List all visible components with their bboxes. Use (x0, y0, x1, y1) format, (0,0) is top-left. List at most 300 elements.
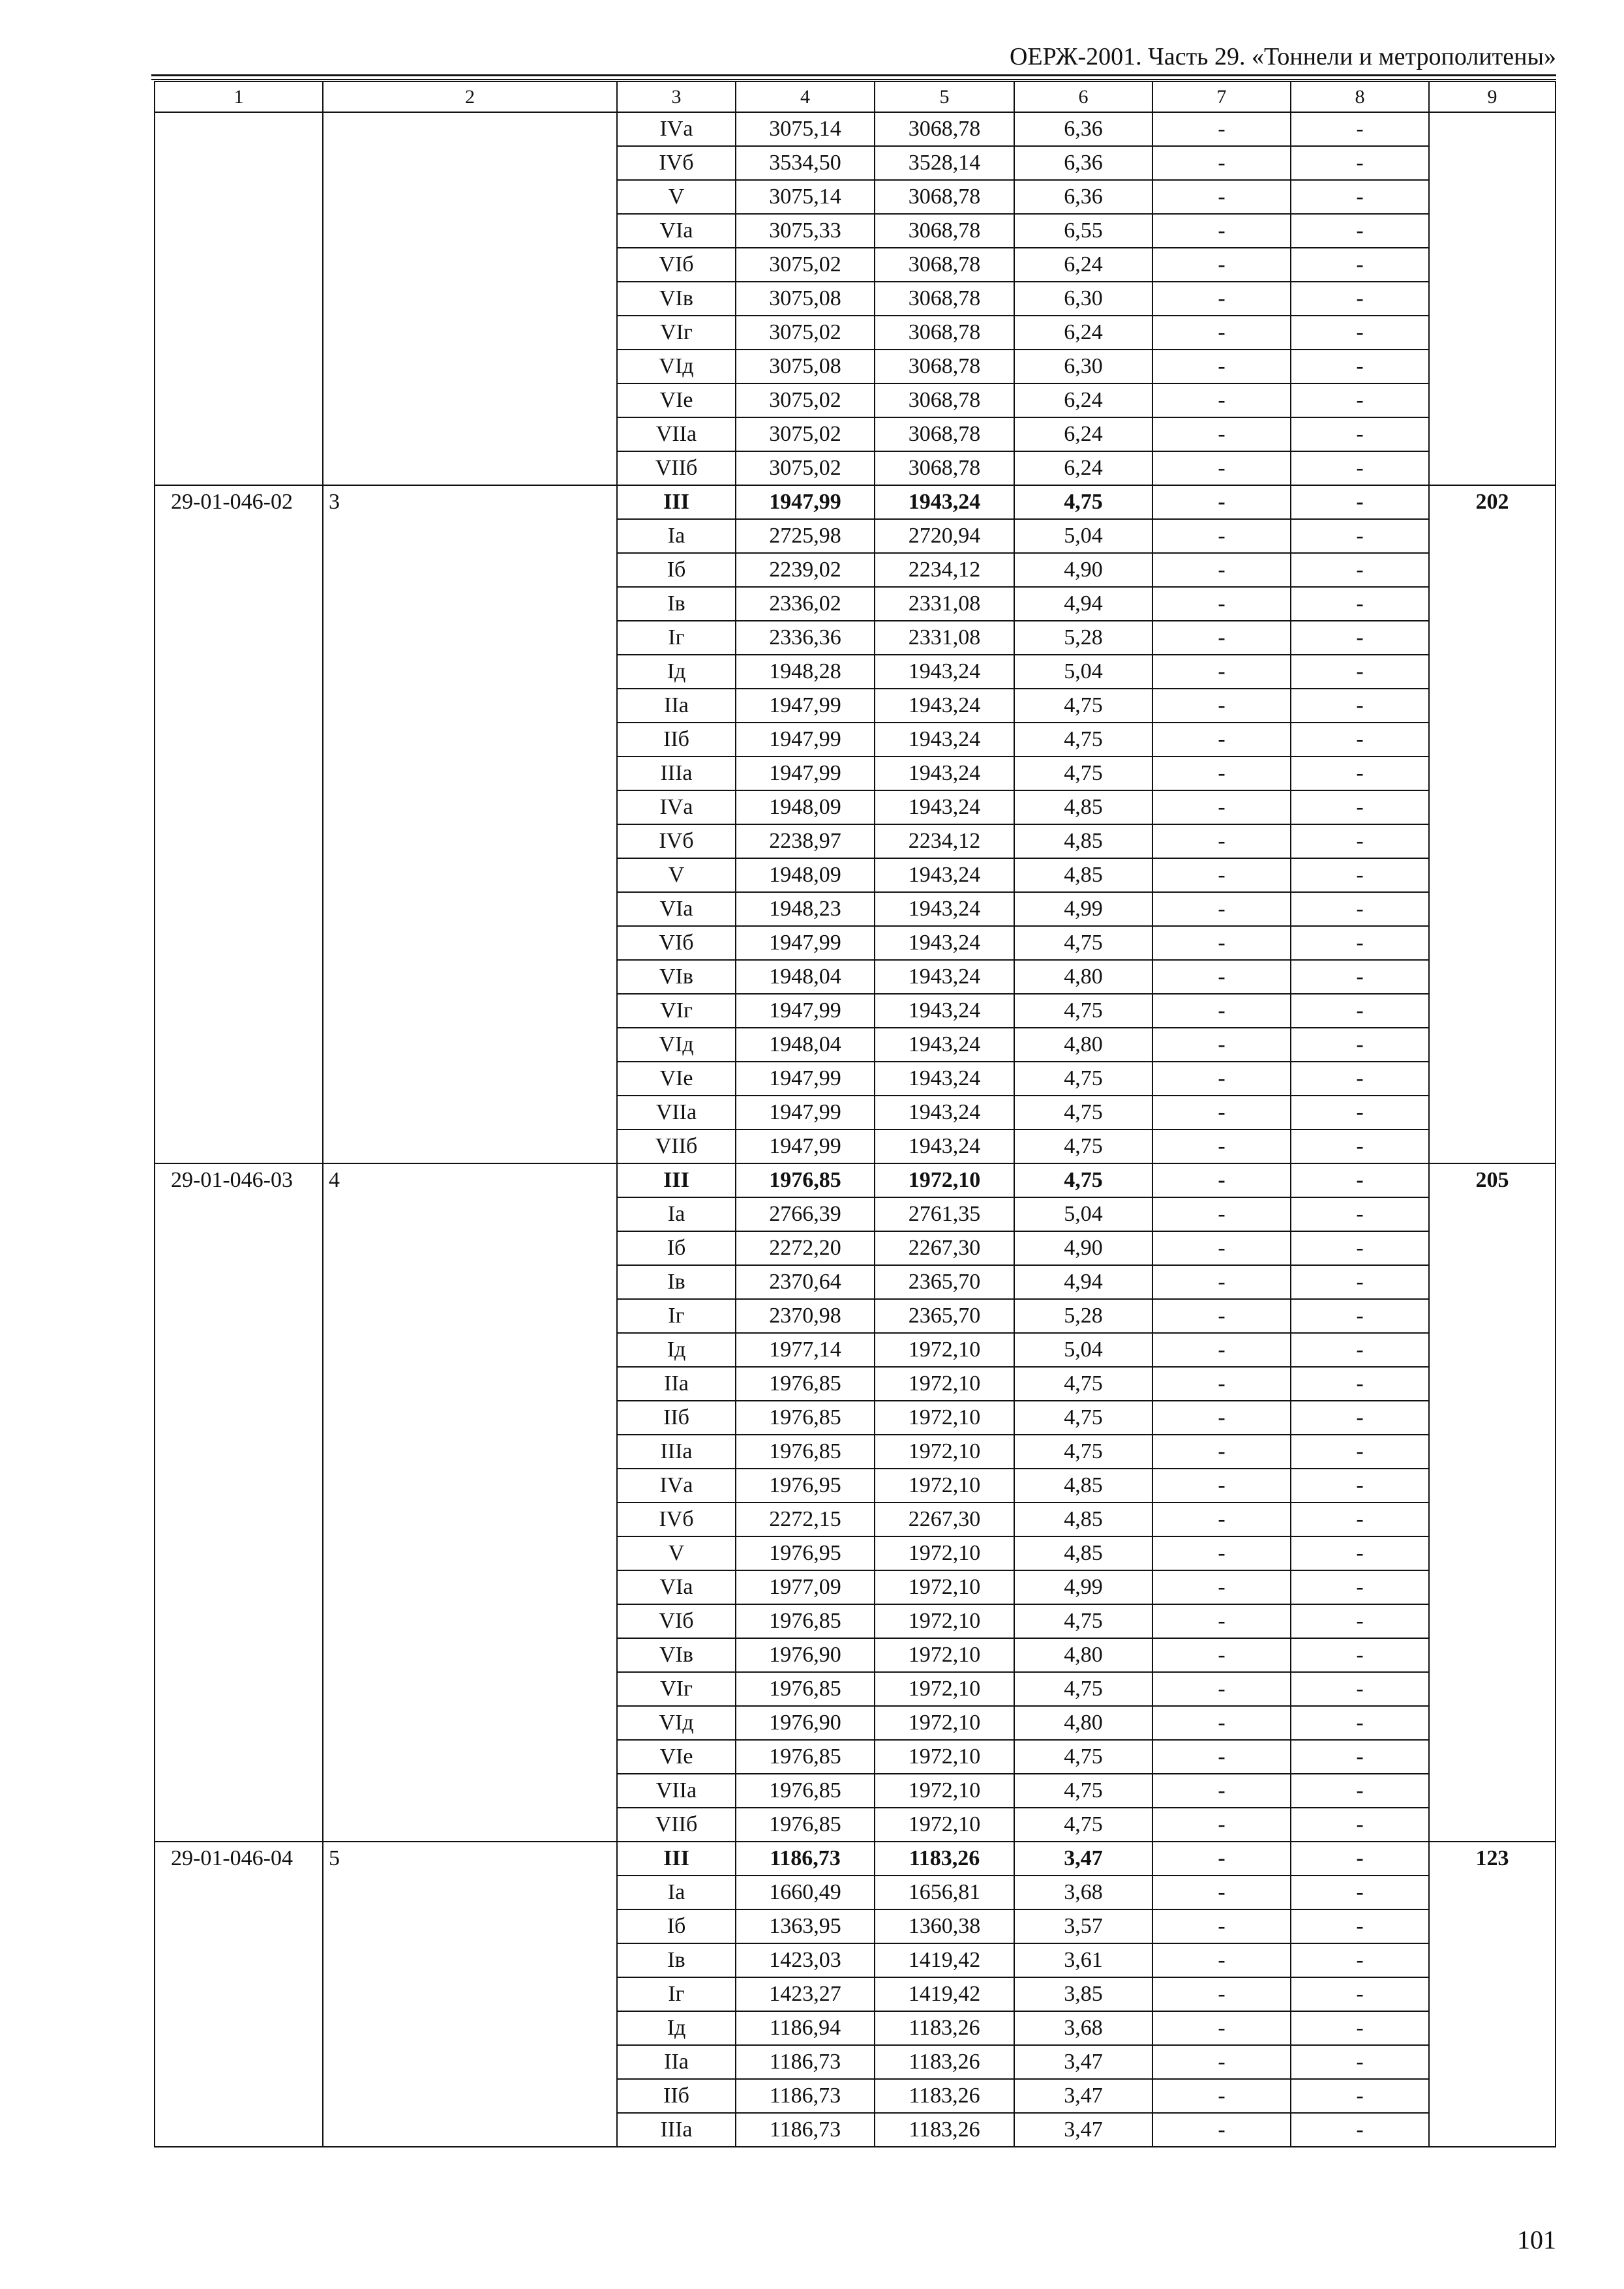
table-cell: 6,36 (1014, 112, 1152, 146)
table-cell: - (1291, 112, 1429, 146)
table-cell: - (1291, 485, 1429, 519)
table-cell: 1947,99 (736, 723, 875, 756)
table-cell: 3068,78 (875, 451, 1014, 485)
column-9-value-cell: 205 (1429, 1163, 1556, 1842)
table-cell: - (1152, 2011, 1291, 2045)
table-cell: 1947,99 (736, 926, 875, 960)
table-cell: VIг (617, 316, 736, 350)
table-cell: 2336,36 (736, 621, 875, 655)
table-cell: - (1152, 316, 1291, 350)
table-cell: - (1152, 1774, 1291, 1808)
table-cell: Iв (617, 1265, 736, 1299)
table-cell: 3075,08 (736, 350, 875, 383)
table-cell: - (1291, 1028, 1429, 1062)
table-cell: VIIа (617, 1096, 736, 1130)
table-cell: - (1152, 892, 1291, 926)
rate-number-cell: 5 (323, 1842, 617, 2147)
table-cell: - (1291, 587, 1429, 621)
table-cell: - (1152, 485, 1291, 519)
table-cell: - (1291, 1977, 1429, 2011)
table-cell: 4,75 (1014, 1672, 1152, 1706)
table-cell: IVа (617, 112, 736, 146)
table-cell: VIг (617, 994, 736, 1028)
rate-number-cell: 3 (323, 485, 617, 1163)
table-cell: - (1291, 146, 1429, 180)
table-cell: - (1291, 2045, 1429, 2079)
table-cell: Iв (617, 1943, 736, 1977)
table-cell: - (1152, 1265, 1291, 1299)
table-cell: IIа (617, 2045, 736, 2079)
table-cell: 4,75 (1014, 926, 1152, 960)
table-cell: 4,75 (1014, 1401, 1152, 1435)
table-cell: VIд (617, 350, 736, 383)
table-cell: - (1152, 1096, 1291, 1130)
table-cell: 1948,04 (736, 1028, 875, 1062)
rates-table-body (155, 82, 1556, 2147)
table-cell: - (1152, 926, 1291, 960)
table-cell: VIд (617, 1028, 736, 1062)
table-cell: 2725,98 (736, 519, 875, 553)
table-cell: 1183,26 (875, 2079, 1014, 2113)
table-cell: 5,04 (1014, 655, 1152, 689)
table-cell: 3,47 (1014, 2113, 1152, 2147)
table-cell: 1419,42 (875, 1943, 1014, 1977)
table-cell: 4,75 (1014, 723, 1152, 756)
column-number: 5 (875, 82, 1014, 112)
table-cell: 4,75 (1014, 1774, 1152, 1808)
table-cell: 1948,28 (736, 655, 875, 689)
table-cell: 4,90 (1014, 1231, 1152, 1265)
table-cell: 1360,38 (875, 1909, 1014, 1943)
table-cell: - (1291, 316, 1429, 350)
table-row (155, 112, 1556, 146)
table-cell: - (1152, 1469, 1291, 1503)
table-cell: - (1291, 1570, 1429, 1604)
table-cell: - (1291, 1808, 1429, 1842)
table-cell: 2267,30 (875, 1503, 1014, 1536)
table-cell: 1972,10 (875, 1808, 1014, 1842)
table-cell: 6,24 (1014, 383, 1152, 417)
table-cell: - (1152, 1333, 1291, 1367)
table-cell: - (1291, 1503, 1429, 1536)
table-cell: - (1152, 1197, 1291, 1231)
table-cell: 3068,78 (875, 316, 1014, 350)
table-cell: 3,68 (1014, 1876, 1152, 1909)
table-cell: 1976,85 (736, 1163, 875, 1197)
table-cell: Iд (617, 1333, 736, 1367)
table-cell: - (1152, 282, 1291, 316)
table-cell: - (1291, 1740, 1429, 1774)
table-cell: - (1291, 1672, 1429, 1706)
table-cell: 2365,70 (875, 1265, 1014, 1299)
table-cell: 3,61 (1014, 1943, 1152, 1977)
table-cell: - (1152, 180, 1291, 214)
table-cell: VIб (617, 926, 736, 960)
table-cell: 3,47 (1014, 2079, 1152, 2113)
table-cell: - (1152, 553, 1291, 587)
table-cell: 6,24 (1014, 316, 1152, 350)
table-cell: - (1152, 1401, 1291, 1435)
table-cell: 2761,35 (875, 1197, 1014, 1231)
table-cell: - (1291, 1299, 1429, 1333)
table-cell: 1943,24 (875, 655, 1014, 689)
table-cell: Iд (617, 2011, 736, 2045)
table-cell: 1363,95 (736, 1909, 875, 1943)
table-cell: 1976,85 (736, 1774, 875, 1808)
table-cell: Iб (617, 1909, 736, 1943)
table-cell: 2239,02 (736, 553, 875, 587)
table-cell: - (1152, 1163, 1291, 1197)
page-number: 101 (1517, 2225, 1556, 2254)
table-cell: 1943,24 (875, 1028, 1014, 1062)
table-cell: 2267,30 (875, 1231, 1014, 1265)
table-cell: - (1291, 892, 1429, 926)
table-cell: 2272,15 (736, 1503, 875, 1536)
table-cell: 1943,24 (875, 892, 1014, 926)
table-cell: - (1291, 1774, 1429, 1808)
table-cell: - (1291, 1842, 1429, 1876)
table-cell: 3,85 (1014, 1977, 1152, 2011)
table-cell: 3534,50 (736, 146, 875, 180)
table-cell: 2370,98 (736, 1299, 875, 1333)
table-cell: - (1291, 383, 1429, 417)
table-cell: 1972,10 (875, 1740, 1014, 1774)
table-cell: 4,75 (1014, 994, 1152, 1028)
table-cell: 3068,78 (875, 383, 1014, 417)
table-cell: VIа (617, 214, 736, 248)
header-rule-thin (151, 79, 1556, 80)
table-cell: - (1291, 2113, 1429, 2147)
table-cell: VIа (617, 1570, 736, 1604)
table-cell: 1660,49 (736, 1876, 875, 1909)
table-cell: 1972,10 (875, 1367, 1014, 1401)
table-cell: 1943,24 (875, 485, 1014, 519)
table-cell: 3068,78 (875, 282, 1014, 316)
table-cell: - (1152, 756, 1291, 790)
table-cell: Iа (617, 1876, 736, 1909)
column-number-row (155, 82, 1556, 112)
table-row (155, 1842, 1556, 1876)
table-cell: 4,94 (1014, 1265, 1152, 1299)
table-cell: 1976,95 (736, 1469, 875, 1503)
table-cell: V (617, 858, 736, 892)
table-cell: 6,36 (1014, 180, 1152, 214)
table-cell: 1977,09 (736, 1570, 875, 1604)
table-cell: 1972,10 (875, 1401, 1014, 1435)
table-cell: 4,80 (1014, 960, 1152, 994)
table-cell: 4,75 (1014, 1367, 1152, 1401)
table-cell: 1183,26 (875, 2011, 1014, 2045)
table-cell: 1972,10 (875, 1163, 1014, 1197)
table-cell: 1976,85 (736, 1401, 875, 1435)
table-cell: 5,28 (1014, 1299, 1152, 1333)
table-cell: 1183,26 (875, 2045, 1014, 2079)
table-cell: IVб (617, 146, 736, 180)
table-cell: - (1152, 383, 1291, 417)
table-cell: Iд (617, 655, 736, 689)
table-cell: VIв (617, 1638, 736, 1672)
table-cell: 1943,24 (875, 1062, 1014, 1096)
table-cell: - (1152, 112, 1291, 146)
table-cell: - (1291, 960, 1429, 994)
table-cell: 2331,08 (875, 587, 1014, 621)
table-cell: 4,75 (1014, 1163, 1152, 1197)
table-cell: - (1291, 1401, 1429, 1435)
table-cell: 1943,24 (875, 756, 1014, 790)
table-cell: Iб (617, 1231, 736, 1265)
table-cell: - (1291, 1706, 1429, 1740)
table-cell: - (1291, 282, 1429, 316)
table-cell: - (1291, 689, 1429, 723)
table-cell: VIб (617, 248, 736, 282)
table-cell: Iа (617, 519, 736, 553)
table-cell: 4,75 (1014, 756, 1152, 790)
table-cell: 3,47 (1014, 1842, 1152, 1876)
table-cell: IIIа (617, 756, 736, 790)
table-cell: 3,68 (1014, 2011, 1152, 2045)
table-cell: - (1152, 1536, 1291, 1570)
column-number: 6 (1014, 82, 1152, 112)
table-cell: 1183,26 (875, 1842, 1014, 1876)
table-cell: - (1152, 2113, 1291, 2147)
table-cell: 1947,99 (736, 485, 875, 519)
table-cell: 6,30 (1014, 350, 1152, 383)
table-cell: 4,75 (1014, 1062, 1152, 1096)
table-cell: - (1291, 2079, 1429, 2113)
table-cell: VIе (617, 1740, 736, 1774)
table-cell: 4,75 (1014, 1096, 1152, 1130)
table-cell: - (1152, 858, 1291, 892)
table-cell: 5,28 (1014, 621, 1152, 655)
table-cell: VIе (617, 383, 736, 417)
table-cell: 1972,10 (875, 1570, 1014, 1604)
table-cell: 3068,78 (875, 180, 1014, 214)
table-cell: 1943,24 (875, 994, 1014, 1028)
table-cell: 6,24 (1014, 248, 1152, 282)
table-cell: - (1152, 214, 1291, 248)
table-cell: V (617, 180, 736, 214)
table-cell: 1972,10 (875, 1638, 1014, 1672)
table-cell: - (1291, 1062, 1429, 1096)
table-cell: VIIб (617, 1130, 736, 1163)
table-cell: 1943,24 (875, 1130, 1014, 1163)
table-cell: - (1291, 1197, 1429, 1231)
table-cell: - (1291, 1435, 1429, 1469)
table-cell: - (1291, 180, 1429, 214)
table-cell: IIа (617, 689, 736, 723)
table-cell: - (1152, 655, 1291, 689)
table-cell: VIв (617, 960, 736, 994)
table-cell: - (1152, 451, 1291, 485)
table-cell: - (1152, 1435, 1291, 1469)
table-cell: - (1152, 417, 1291, 451)
table-cell: 6,30 (1014, 282, 1152, 316)
table-cell: 3068,78 (875, 248, 1014, 282)
table-cell: Iа (617, 1197, 736, 1231)
table-cell: - (1152, 1909, 1291, 1943)
table-cell: - (1152, 1672, 1291, 1706)
table-cell: - (1291, 2011, 1429, 2045)
table-cell: VIа (617, 892, 736, 926)
table-cell: - (1291, 248, 1429, 282)
table-cell: - (1152, 1638, 1291, 1672)
table-cell: 1943,24 (875, 1096, 1014, 1130)
table-cell: 4,75 (1014, 1435, 1152, 1469)
table-cell: - (1291, 1638, 1429, 1672)
table-cell: - (1291, 723, 1429, 756)
table-cell: V (617, 1536, 736, 1570)
table-cell: 5,04 (1014, 519, 1152, 553)
table-cell: - (1291, 1265, 1429, 1299)
table-cell: 1976,85 (736, 1672, 875, 1706)
column-number: 2 (323, 82, 617, 112)
table-cell: VIIб (617, 451, 736, 485)
table-row (155, 1163, 1556, 1197)
table-cell: 3075,02 (736, 316, 875, 350)
table-cell: 2238,97 (736, 824, 875, 858)
table-cell: 1423,03 (736, 1943, 875, 1977)
table-cell: 1972,10 (875, 1706, 1014, 1740)
table-cell: 1972,10 (875, 1604, 1014, 1638)
table-cell: - (1152, 1503, 1291, 1536)
table-cell: 2370,64 (736, 1265, 875, 1299)
table-cell: 2234,12 (875, 824, 1014, 858)
table-cell: IIIа (617, 1435, 736, 1469)
table-cell: 4,80 (1014, 1638, 1152, 1672)
table-cell: - (1152, 1028, 1291, 1062)
table-cell: - (1152, 1299, 1291, 1333)
table-cell: - (1152, 1977, 1291, 2011)
table-cell: 1947,99 (736, 689, 875, 723)
table-cell: IVа (617, 1469, 736, 1503)
table-cell: - (1291, 1130, 1429, 1163)
table-cell: 1183,26 (875, 2113, 1014, 2147)
table-cell: 3075,08 (736, 282, 875, 316)
table-cell: 1948,04 (736, 960, 875, 994)
table-cell: - (1152, 689, 1291, 723)
table-cell: 4,85 (1014, 1536, 1152, 1570)
table-cell: 3068,78 (875, 417, 1014, 451)
table-cell: 2234,12 (875, 553, 1014, 587)
rate-code-cell: 29-01-046-04 (155, 1842, 323, 2147)
table-cell: 1972,10 (875, 1333, 1014, 1367)
table-cell: 3075,33 (736, 214, 875, 248)
table-cell: - (1152, 146, 1291, 180)
table-cell: 4,75 (1014, 689, 1152, 723)
table-cell: - (1291, 1163, 1429, 1197)
table-cell: VIв (617, 282, 736, 316)
column-number: 1 (155, 82, 323, 112)
table-cell: 3075,02 (736, 383, 875, 417)
column-number: 8 (1291, 82, 1429, 112)
table-cell: 4,80 (1014, 1706, 1152, 1740)
table-cell: 4,85 (1014, 1503, 1152, 1536)
table-cell: 2331,08 (875, 621, 1014, 655)
table-cell: 3075,14 (736, 180, 875, 214)
table-cell: 1943,24 (875, 723, 1014, 756)
table-cell: 1972,10 (875, 1536, 1014, 1570)
table-cell: 1423,27 (736, 1977, 875, 2011)
table-cell: - (1291, 1231, 1429, 1265)
table-cell: IIIа (617, 2113, 736, 2147)
column-number: 9 (1429, 82, 1556, 112)
table-cell: 1976,85 (736, 1808, 875, 1842)
table-cell: - (1152, 1943, 1291, 1977)
table-cell: - (1152, 1130, 1291, 1163)
table-cell: 6,55 (1014, 214, 1152, 248)
table-cell: - (1152, 824, 1291, 858)
column-number: 7 (1152, 82, 1291, 112)
table-cell: 1947,99 (736, 1096, 875, 1130)
table-cell: 1948,09 (736, 858, 875, 892)
table-cell: - (1152, 2079, 1291, 2113)
table-cell: IIб (617, 2079, 736, 2113)
table-cell: - (1291, 790, 1429, 824)
table-cell: - (1291, 1876, 1429, 1909)
table-cell: 1947,99 (736, 1130, 875, 1163)
table-cell: 1976,90 (736, 1638, 875, 1672)
table-cell: - (1291, 1469, 1429, 1503)
table-cell: IVб (617, 824, 736, 858)
table-cell: - (1152, 1876, 1291, 1909)
table-cell: 1186,73 (736, 2079, 875, 2113)
table-cell: 1972,10 (875, 1435, 1014, 1469)
table-cell: VIд (617, 1706, 736, 1740)
table-cell: VIIб (617, 1808, 736, 1842)
table-cell: - (1291, 824, 1429, 858)
table-cell: IVб (617, 1503, 736, 1536)
table-cell: - (1291, 1096, 1429, 1130)
table-cell: 1943,24 (875, 960, 1014, 994)
table-cell: 4,80 (1014, 1028, 1152, 1062)
table-cell: - (1291, 621, 1429, 655)
table-cell: - (1291, 858, 1429, 892)
table-cell: 5,04 (1014, 1197, 1152, 1231)
table-cell: - (1152, 248, 1291, 282)
header-rule-thick (151, 74, 1556, 76)
table-cell: 1976,90 (736, 1706, 875, 1740)
table-cell: 1186,73 (736, 1842, 875, 1876)
table-cell: VIIа (617, 1774, 736, 1808)
table-cell: 3075,02 (736, 451, 875, 485)
table-cell: - (1291, 451, 1429, 485)
table-cell: - (1291, 1943, 1429, 1977)
column-9-value-cell: 123 (1429, 1842, 1556, 2147)
table-cell: IIа (617, 1367, 736, 1401)
table-cell: 1976,85 (736, 1435, 875, 1469)
table-cell: 1947,99 (736, 1062, 875, 1096)
page-header-title: ОЕРЖ-2001. Часть 29. «Тоннели и метрополитены» (1009, 43, 1556, 70)
table-cell: - (1152, 1740, 1291, 1774)
table-cell: - (1291, 214, 1429, 248)
column-9-value-cell: 202 (1429, 485, 1556, 1163)
table-cell: 3068,78 (875, 214, 1014, 248)
table-cell: - (1152, 1604, 1291, 1638)
table-cell: 4,85 (1014, 1469, 1152, 1503)
table-cell: 1186,73 (736, 2045, 875, 2079)
table-cell: - (1152, 994, 1291, 1028)
rates-table (154, 81, 1556, 2147)
table-cell: - (1152, 350, 1291, 383)
table-cell: VIIа (617, 417, 736, 451)
table-cell: - (1291, 655, 1429, 689)
table-cell: 2720,94 (875, 519, 1014, 553)
table-cell: 1947,99 (736, 994, 875, 1028)
table-cell: 1656,81 (875, 1876, 1014, 1909)
table-cell: 4,75 (1014, 1740, 1152, 1774)
table-cell: IIб (617, 723, 736, 756)
rate-number-cell (323, 112, 617, 485)
